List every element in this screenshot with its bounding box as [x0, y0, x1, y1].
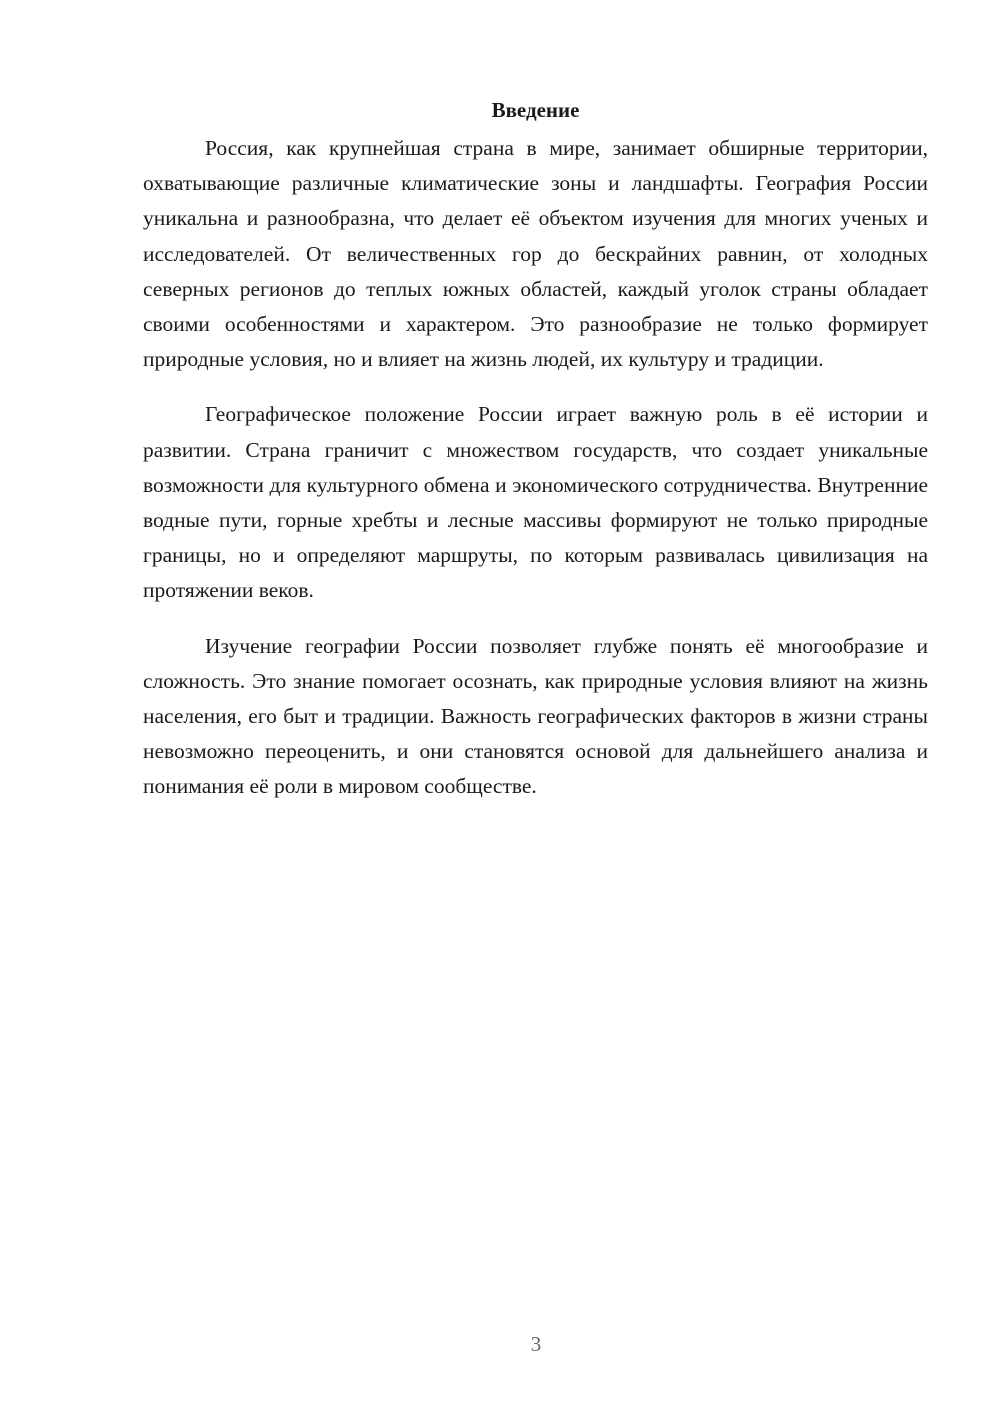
page-heading: Введение — [491, 98, 580, 122]
paragraph-2: Географическое положение России играет важную роль в её истории и развитии. Страна граничит с множеством государств, что создает уникальные возможности для культурного обмена и экономического сотрудничества. Внутренние водные пути, горные хребты и лесные массивы формируют не только природные границы, но и определяют маршруты, по которым развивалась цивилизация на протяжении веков. — [143, 402, 928, 603]
paragraph-1: Россия, как крупнейшая страна в мире, занимает обширные территории, охватывающие различные климатические зоны и ландшафты. География России уникальна и разнообразна, что делает её объектом изучения для многих ученых и исследователей. От величественных гор до бескрайних равнин, от холодных северных регионов до теплых южных областей, каждый уголок страны обладает своими особенностями и характером. Это разнообразие не только формирует природные условия, но и влияет на жизнь людей, их культуру и традиции. — [143, 136, 928, 372]
page-number: 3 — [530, 1332, 542, 1356]
paragraph-3: Изучение географии России позволяет глубже понять её многообразие и сложность. Это знание помогает осознать, как природные условия влияют на жизнь населения, его быт и традиции. Важность географических факторов в жизни страны невозможно переоценить, и они становятся основой для дальнейшего анализа и понимания её роли в мировом сообществе. — [143, 633, 928, 799]
page-content — [143, 92, 928, 825]
